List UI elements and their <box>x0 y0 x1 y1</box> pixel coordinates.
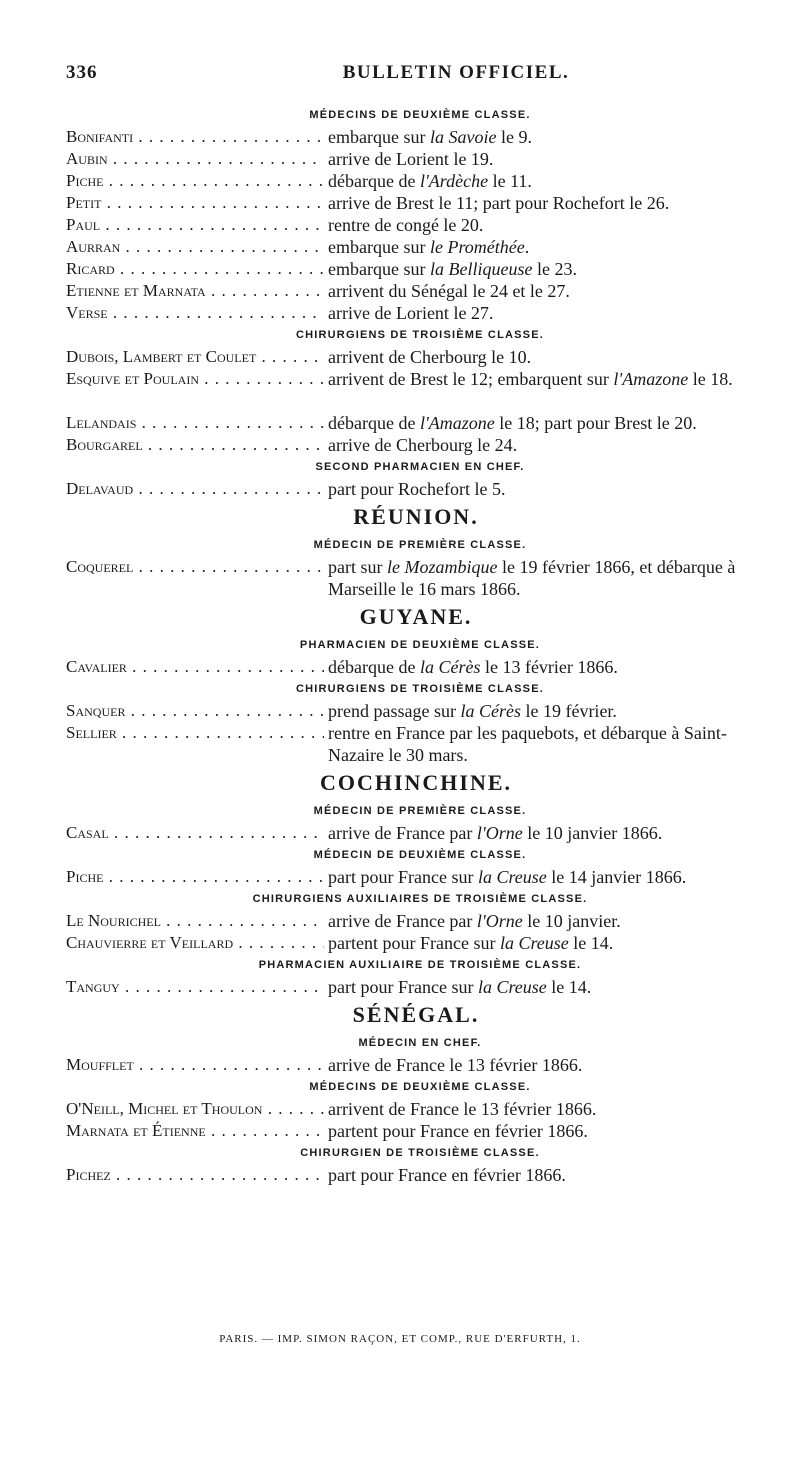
ship-name: la Belliqueuse <box>429 259 533 279</box>
entry-row <box>66 192 766 214</box>
entry-row <box>66 412 766 434</box>
entry-text: arrivent de Brest le 12; embarquent sur l'Amazone le 18. <box>328 369 733 389</box>
ship-name: l'Ardèche <box>419 171 489 191</box>
entry-text: arrive de Lorient le 19. <box>328 149 494 169</box>
entry-row <box>66 1098 766 1120</box>
entry-name: Coquerel . . . <box>66 556 324 578</box>
entry-row <box>66 214 766 236</box>
entry-name: Marnata et Étienne . . . <box>66 1120 324 1142</box>
region-heading-cochinchine: COCHINCHINE. <box>319 770 513 795</box>
entry-name: Dubois, Lambert et Coulet . . . <box>66 346 324 368</box>
entry-text: arrive de France par l'Orne le 10 janvier. <box>328 911 621 931</box>
entry-text: arrive de Lorient le 27. <box>328 303 494 323</box>
page-number: 336 <box>66 62 98 83</box>
entry-row <box>66 700 766 722</box>
entry-text: part sur le Mozambique le 19 février 1866, et débarque à Marseille le 16 mars 1866. <box>328 557 736 599</box>
entry-name: Le Nourichel . . . <box>66 910 324 932</box>
entry-row <box>66 866 766 888</box>
entry-text: arrivent du Sénégal le 24 et le 27. <box>328 281 570 301</box>
section-heading: CHIRURGIEN DE TROISIÈME CLASSE. <box>300 1147 540 1159</box>
entry-row <box>66 368 766 412</box>
entry-row <box>66 1120 766 1142</box>
section-heading: MÉDECIN EN CHEF. <box>358 1037 482 1049</box>
region-heading-senegal: SÉNÉGAL. <box>352 1002 480 1027</box>
entry-name: Etienne et Marnata . . . <box>66 280 324 302</box>
entry-text: partent pour France en février 1866. <box>328 1121 588 1141</box>
entry-text: arrive de France par l'Orne le 10 janvier 1866. <box>328 823 663 843</box>
entry-name: Bonifanti . . . <box>66 126 324 148</box>
entry-row <box>66 434 766 456</box>
ship-name: la Savoie <box>429 127 497 147</box>
bulletin-body <box>66 104 766 1186</box>
entry-text: rentre en France par les paquebots, et débarque à Saint-Nazaire le 30 mars. <box>328 723 727 765</box>
entry-text: part pour France sur la Creuse le 14 janvier 1866. <box>328 867 687 887</box>
section-heading: CHIRURGIENS DE TROISIÈME CLASSE. <box>295 329 545 341</box>
entry-text: part pour France en février 1866. <box>328 1165 566 1185</box>
ship-name: la Cérès <box>460 701 521 721</box>
entry-name: Chauvierre et Veillard . . . <box>66 932 324 954</box>
entry-text: arrive de France le 13 février 1866. <box>328 1055 583 1075</box>
entry-name: Pichez . . . <box>66 1164 324 1186</box>
entry-row <box>66 302 766 324</box>
section-heading: MÉDECIN DE PREMIÈRE CLASSE. <box>313 805 527 817</box>
entry-name: Ricard . . . <box>66 258 324 280</box>
entry-name: Lelandais . . . <box>66 412 324 434</box>
running-title: BULLETIN OFFICIEL. <box>342 62 570 83</box>
entry-row <box>66 236 766 258</box>
entry-name: Tanguy . . . <box>66 976 324 998</box>
ship-name: l'Amazone <box>419 413 495 433</box>
ship-name: la Cérès <box>419 657 481 677</box>
section-heading: CHIRURGIENS DE TROISIÈME CLASSE. <box>295 683 545 695</box>
entry-name: Delavaud . . . <box>66 478 324 500</box>
region-heading-guyane: GUYANE. <box>359 604 473 629</box>
entry-name: Aurran . . . <box>66 236 324 258</box>
section-heading: SECOND PHARMACIEN EN CHEF. <box>315 461 525 473</box>
entry-row <box>66 478 766 500</box>
ship-name: la Creuse <box>499 933 569 953</box>
entry-name: Cavalier . . . <box>66 656 324 678</box>
entry-row <box>66 556 766 600</box>
entry-name: Verse . . . <box>66 302 324 324</box>
ship-name: la Creuse <box>477 867 547 887</box>
entry-text: partent pour France sur la Creuse le 14. <box>328 933 614 953</box>
section-heading: PHARMACIEN AUXILIAIRE DE TROISIÈME CLASSE. <box>258 959 582 971</box>
entry-name: O'Neill, Michel et Thoulon . . . <box>66 1098 324 1120</box>
entry-row <box>66 976 766 998</box>
entry-text: débarque de l'Amazone le 18; part pour Brest le 20. <box>328 413 697 433</box>
section-heading: MÉDECIN DE DEUXIÈME CLASSE. <box>313 849 527 861</box>
entry-row <box>66 258 766 280</box>
entry-name: Piche . . . <box>66 866 324 888</box>
entry-row <box>66 1054 766 1076</box>
section-heading: CHIRURGIENS AUXILIAIRES DE TROISIÈME CLASSE. <box>252 893 588 905</box>
entry-name: Paul . . . <box>66 214 324 236</box>
region-heading-reunion: RÉUNION. <box>353 504 479 529</box>
entry-row <box>66 280 766 302</box>
entry-name: Bourgarel . . . <box>66 434 324 456</box>
ship-name: le Mozambique <box>386 557 498 577</box>
entry-row <box>66 148 766 170</box>
section-heading: PHARMACIEN DE DEUXIÈME CLASSE. <box>299 639 541 651</box>
entry-text: arrive de Cherbourg le 24. <box>328 435 518 455</box>
ship-name: l'Orne <box>476 911 523 931</box>
entry-text: débarque de l'Ardèche le 11. <box>328 171 532 191</box>
entry-row <box>66 822 766 844</box>
entry-text: embarque sur la Belliqueuse le 23. <box>328 259 577 279</box>
entry-row <box>66 170 766 192</box>
section-heading: MÉDECIN DE PREMIÈRE CLASSE. <box>313 539 527 551</box>
entry-row <box>66 910 766 932</box>
entry-name: Aubin . . . <box>66 148 324 170</box>
entry-row <box>66 1164 766 1186</box>
page-header <box>66 62 766 88</box>
entry-text: part pour France sur la Creuse le 14. <box>328 977 592 997</box>
section-heading: MÉDECINS DE DEUXIÈME CLASSE. <box>309 109 531 121</box>
section-heading: MÉDECINS DE DEUXIÈME CLASSE. <box>309 1081 531 1093</box>
entry-row <box>66 126 766 148</box>
entry-text: rentre de congé le 20. <box>328 215 484 235</box>
ship-name: le Prométhée <box>429 237 525 257</box>
ship-name: la Creuse <box>477 977 547 997</box>
entry-name: Casal . . . <box>66 822 324 844</box>
entry-text: embarque sur la Savoie le 9. <box>328 127 532 147</box>
entry-name: Sanquer . . . <box>66 700 324 722</box>
entry-text: arrivent de France le 13 février 1866. <box>328 1099 597 1119</box>
entry-row <box>66 932 766 954</box>
entry-text: arrive de Brest le 11; part pour Rochefort le 26. <box>328 193 670 213</box>
entry-text: débarque de la Cérès le 13 février 1866. <box>328 657 618 677</box>
entry-text: arrivent de Cherbourg le 10. <box>328 347 532 367</box>
entry-text: embarque sur le Prométhée. <box>328 237 530 257</box>
ship-name: l'Orne <box>476 823 523 843</box>
entry-name: Esquive et Poulain . . . <box>66 368 324 390</box>
entry-row <box>66 722 766 766</box>
entry-text: part pour Rochefort le 5. <box>328 479 506 499</box>
entry-name: Piche . . . <box>66 170 324 192</box>
entry-row <box>66 656 766 678</box>
entry-name: Sellier . . . <box>66 722 324 744</box>
ship-name: l'Amazone <box>613 369 689 389</box>
entry-text: prend passage sur la Cérès le 19 février. <box>328 701 617 721</box>
entry-row <box>66 346 766 368</box>
printer-imprint: PARIS. — IMP. SIMON RAÇON, ET COMP., RUE D'ERFURTH, 1. <box>219 1333 581 1345</box>
entry-name: Petit . . . <box>66 192 324 214</box>
entry-name: Moufflet . . . <box>66 1054 324 1076</box>
